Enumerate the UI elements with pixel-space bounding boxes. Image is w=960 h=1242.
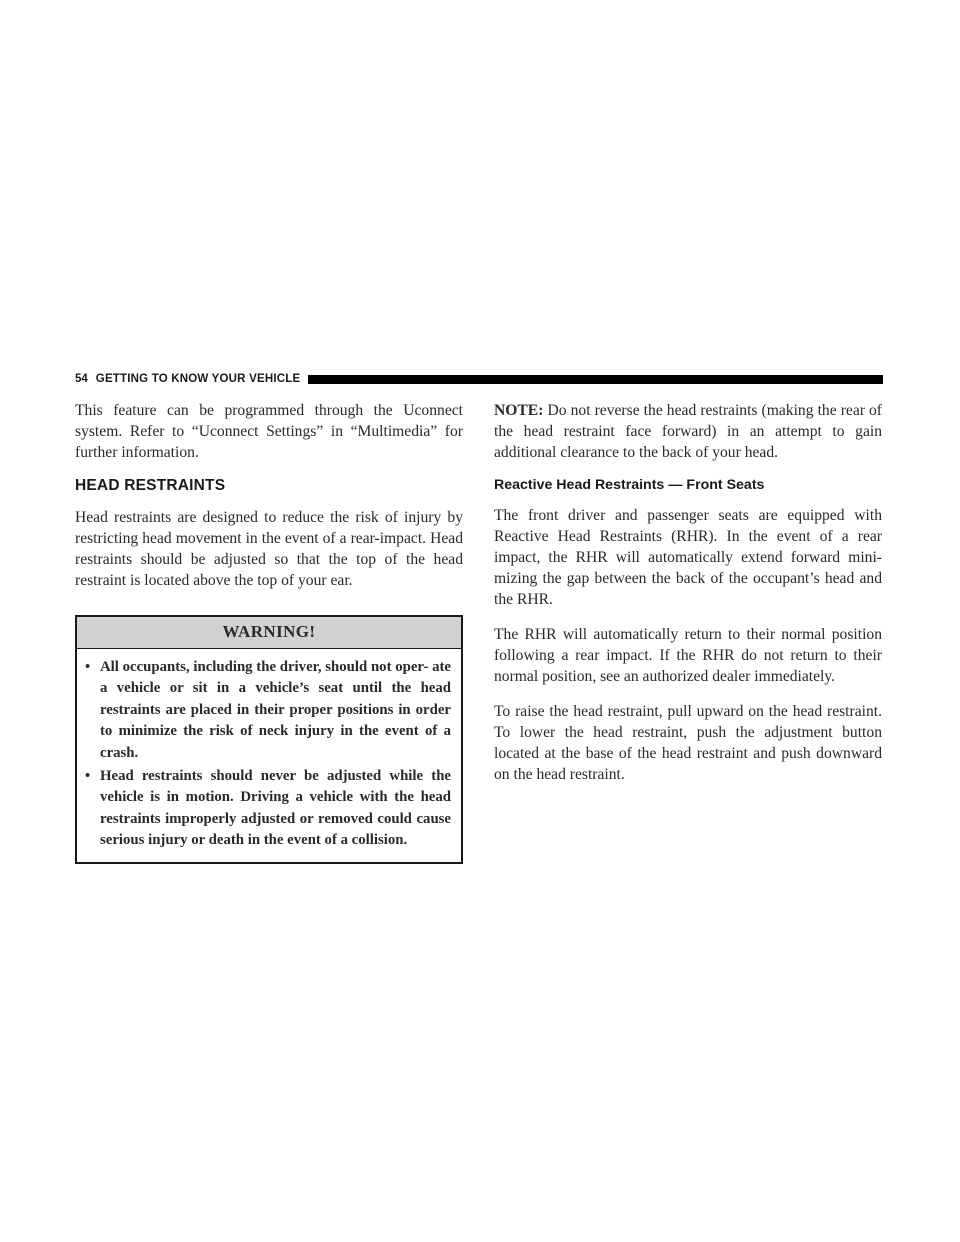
warning-item-text: All occupants, including the driver, should not oper- ate a vehicle or sit in a vehicle’s seat until the head restraints are placed in their proper positions in order to minimize the risk of neck injury in the event of a crash. <box>100 659 451 761</box>
right-column <box>494 400 882 799</box>
warning-box <box>75 615 463 864</box>
bullet-icon: • <box>85 768 91 785</box>
chapter-title: GETTING TO KNOW YOUR VEHICLE <box>95 373 301 385</box>
body-paragraph: The front driver and passenger seats are equipped with Reactive Head Restraints (RHR). In the event of a rear impact, the RHR will automatically extend forward mini- mizing the gap between the back of the occupant’s head and the RHR. <box>494 507 882 608</box>
body-paragraph: To raise the head restraint, pull upward on the head restraint. To lower the head restraint, push the adjustment button located at the base of the head restraint and push downward on the head restraint. <box>494 703 882 783</box>
left-column <box>75 400 463 864</box>
page-header <box>75 371 883 387</box>
warning-list <box>77 649 461 862</box>
note-text: Do not reverse the head restraints (making the rear of the head restraint face forward) in an attempt to gain additional clearance to the back of your head. <box>494 402 882 461</box>
bullet-icon: • <box>85 659 91 675</box>
warning-item <box>85 657 451 764</box>
header-rule <box>308 375 883 384</box>
page-number: 54 <box>75 373 88 385</box>
subsection-heading-reactive-head-restraints: Reactive Head Restraints — Front Seats <box>494 477 765 493</box>
section-heading-head-restraints: HEAD RESTRAINTS <box>75 477 226 494</box>
note-paragraph <box>494 400 882 463</box>
warning-item-text: Head restraints should never be adjusted while the vehicle is in motion. Driving a vehicle with the head restraints improperly adjusted or removed could cause serious injury or death in the event of a collision. <box>100 768 451 849</box>
intro-paragraph: This feature can be programmed through the Uconnect system. Refer to “Uconnect Settings” in “Multimedia” for further information. <box>75 402 463 461</box>
warning-title: WARNING! <box>77 617 461 649</box>
warning-item <box>85 766 451 852</box>
head-restraints-paragraph: Head restraints are designed to reduce the risk of injury by restricting head movement in the event of a rear-impact. Head restraints should be adjusted so that the top of the head restraint is located above the top of your ear. <box>75 509 463 589</box>
note-label: NOTE: <box>494 402 544 419</box>
body-paragraph: The RHR will automatically return to their normal position following a rear impact. If the RHR do not return to their normal position, see an authorized dealer immediately. <box>494 626 882 685</box>
